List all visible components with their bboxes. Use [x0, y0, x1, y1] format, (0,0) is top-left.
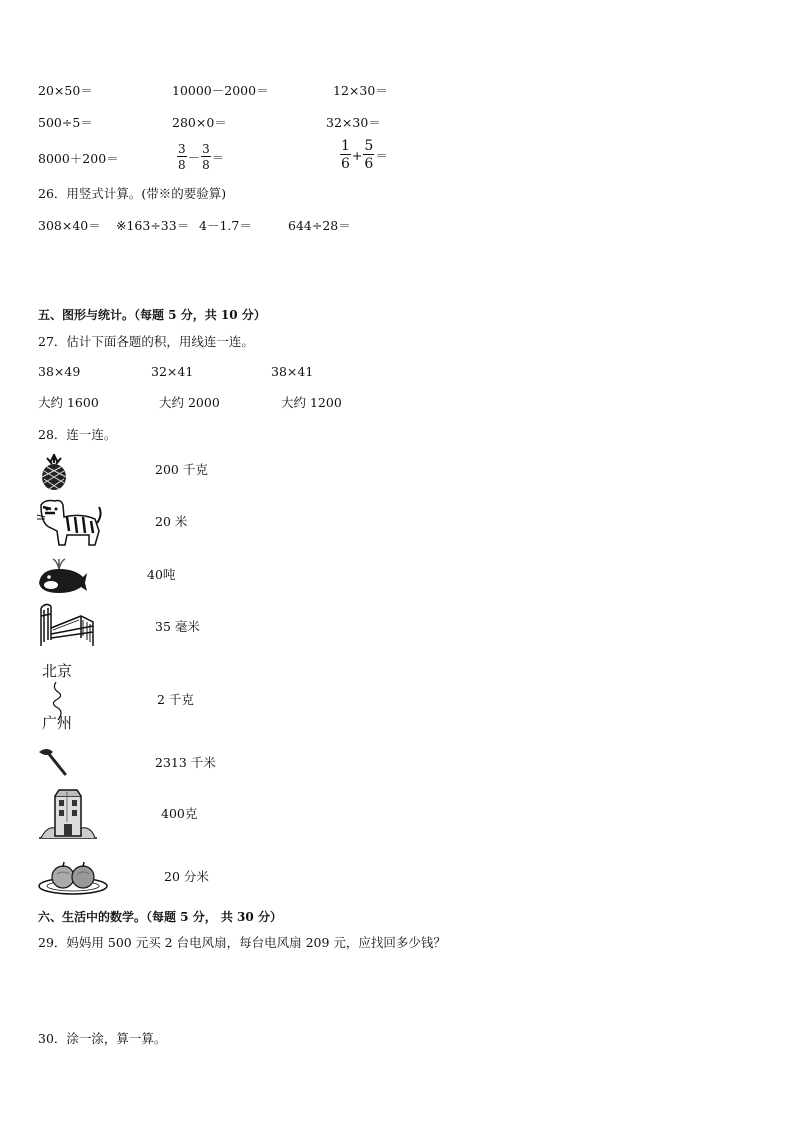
fraction-expression [339, 139, 388, 171]
whale-icon [37, 555, 87, 595]
expr-item: 38×49 [38, 364, 81, 379]
denominator: 6 [341, 156, 350, 172]
fraction-expression [176, 143, 224, 171]
operator: + [351, 147, 363, 163]
estimate-item: 大约 1200 [281, 395, 342, 410]
question-title: 28．连一连。 [38, 427, 117, 442]
estimate-item: 大约 2000 [159, 395, 220, 410]
nail-icon [37, 746, 69, 776]
fraction [201, 143, 211, 171]
question-title: 29．妈妈用 500 元买 2 台电风扇，每台电风扇 209 元，应找回多少钱？ [38, 935, 446, 950]
calc-item: 8000＋200＝ [38, 151, 119, 166]
calc-item: 644÷28＝ [288, 218, 351, 233]
unit-label: 35 毫米 [155, 619, 200, 634]
unit-label: 200 千克 [155, 462, 208, 477]
equals-sign: ＝ [211, 150, 225, 165]
route-map-icon [40, 664, 90, 736]
unit-label: 2 千克 [157, 692, 194, 707]
calc-item: 4－1.7＝ [199, 218, 252, 233]
apples-plate-icon [37, 858, 109, 896]
numerator: 1 [341, 138, 350, 154]
numerator: 5 [364, 138, 374, 154]
calc-item: 32×30＝ [326, 115, 381, 130]
numerator: 3 [202, 142, 210, 156]
denominator: 8 [178, 158, 186, 172]
question-title: 26．用竖式计算。(带※的要验算) [38, 186, 227, 201]
unit-label: 20 分米 [164, 869, 209, 884]
fraction [177, 143, 187, 171]
operator: － [187, 150, 201, 165]
calc-item: 10000－2000＝ [172, 83, 269, 98]
calc-item: 308×40＝ [38, 218, 101, 233]
unit-label: 400克 [161, 806, 198, 821]
expr-item: 32×41 [151, 364, 194, 379]
question-title: 27．估计下面各题的积，用线连一连。 [38, 334, 254, 349]
expr-item: 38×41 [271, 364, 314, 379]
calc-item: 20×50＝ [38, 83, 93, 98]
calc-item: 12×30＝ [333, 83, 388, 98]
section-title: 六、生活中的数学。（每题 5 分， 共 30 分） [38, 910, 282, 924]
equals-sign: ＝ [375, 148, 388, 163]
calc-item: ※163÷33＝ [116, 218, 190, 233]
numerator: 3 [178, 142, 186, 156]
denominator: 8 [202, 158, 210, 172]
tiger-icon [37, 497, 103, 549]
unit-label: 2313 千米 [155, 755, 216, 770]
section-title: 五、图形与统计。（每题 5 分，共 10 分） [38, 308, 266, 322]
map-label-bottom: 广州 [42, 714, 73, 732]
pineapple-icon [37, 453, 71, 491]
question-title: 30．涂一涂，算一算。 [38, 1031, 167, 1046]
fraction [363, 139, 374, 171]
unit-label: 20 米 [155, 514, 188, 529]
calc-item: 280×0＝ [172, 115, 227, 130]
bed-icon [37, 602, 95, 648]
fraction [340, 139, 351, 171]
unit-label: 40吨 [147, 567, 176, 582]
denominator: 6 [364, 156, 374, 172]
building-icon [37, 786, 99, 840]
calc-item: 500÷5＝ [38, 115, 93, 130]
estimate-item: 大约 1600 [38, 395, 99, 410]
map-label-top: 北京 [42, 662, 73, 680]
